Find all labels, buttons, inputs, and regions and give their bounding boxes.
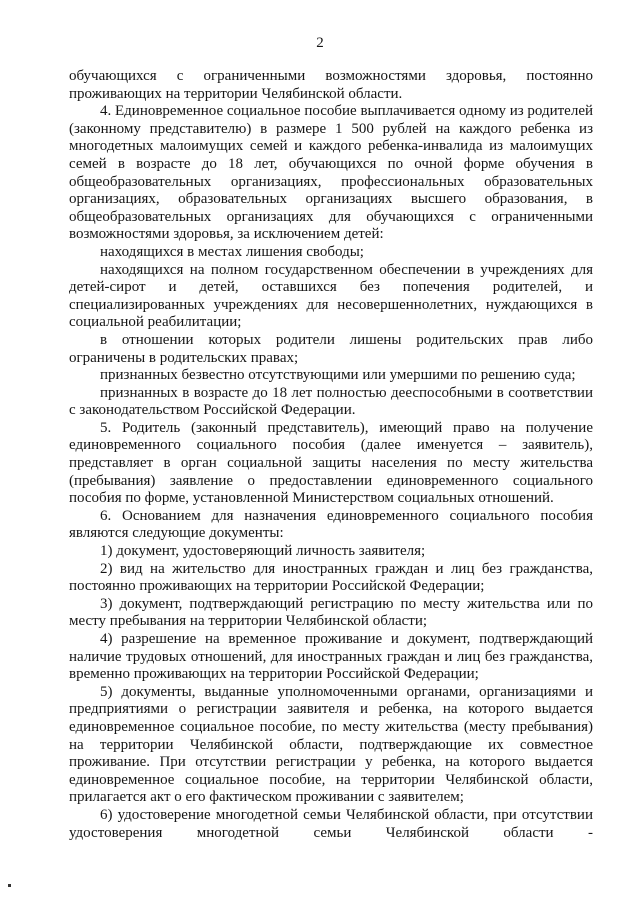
exception-item: находящихся в местах лишения свободы; [100,243,364,260]
document-body [69,68,593,842]
exception-item: в отношении которых родители лишены родительских прав либо ограничены в родительских правах; [69,331,593,366]
document-list-item: 3) документ, подтверждающий регистрацию по месту жительства или по месту пребывания на территории Челябинской области; [69,595,593,630]
scan-artifact [8,884,11,887]
document-list-item: 1) документ, удостоверяющий личность заявителя; [100,543,426,560]
paragraph-item-5: 5. Родитель (законный представитель), имеющий право на получение единовременного социального пособия (далее именуется – заявитель), представляет в орган социальной защиты населения по месту жительства (пребывания) заявление о предоставлении единовременного социального пособия по форме, установленной Министерством социальных отношений. [69,419,593,507]
paragraph-item-4: 4. Единовременное социальное пособие выплачивается одному из родителей (законному представителю) в размере 1 500 рублей на каждого ребенка из многодетных малоимущих семей и каждого ребенка-инвалида из малоимущих семей в возрасте до 18 лет, обучающихся по очной форме обучения в общеобразовательных организациях, профессиональных образовательных организациях, образовательных организациях высшего образования, в общеобразовательных организациях для обучающихся с ограниченными возможностями здоровья, за исключением детей: [69,103,594,243]
exception-item: признанных в возрасте до 18 лет полностью дееспособными в соответствии с законодательством Российской Федерации. [69,384,593,419]
document-list-item: 2) вид на жительство для иностранных граждан и лиц без гражданства, постоянно проживающих на территории Российской Федерации; [69,560,593,595]
paragraph-item-6: 6. Основанием для назначения единовременного социального пособия являются следующие документы: [69,507,593,542]
paragraph-continuation: обучающихся с ограниченными возможностями здоровья, постоянно проживающих на территории Челябинской области. [69,68,593,102]
exception-item: признанных безвестно отсутствующими или умершими по решению суда; [100,367,576,384]
page-number: 2 [316,35,324,51]
document-list-item: 4) разрешение на временное проживание и документ, подтверждающий наличие трудовых отношений, для иностранных граждан и лиц без гражданства, временно проживающих на территории Российской Федерации; [69,631,593,683]
document-list-item: 6) удостоверение многодетной семьи Челябинской области, при отсутствии удостоверения многодетной семьи Челябинской области - [69,806,593,841]
document-list-item: 5) документы, выданные уполномоченными органами, организациями и предприятиями о регистрации заявителя и ребенка, на которого выдается единовременное социальное пособие, по месту жительства (месту пребывания) на территории Челябинской области, подтверждающие их совместное проживание. При отсутствии регистрации у ребенка, на которого выдается единовременное социальное пособие, на территории Челябинской области, прилагается акт о его фактическом проживании с заявителем; [69,683,593,806]
exception-item: находящихся на полном государственном обеспечении в учреждениях для детей-сирот и детей, оставшихся без попечения родителей, и специализированных учреждениях для несовершеннолетних, нуждающихся в социальной реабилитации; [69,261,593,331]
